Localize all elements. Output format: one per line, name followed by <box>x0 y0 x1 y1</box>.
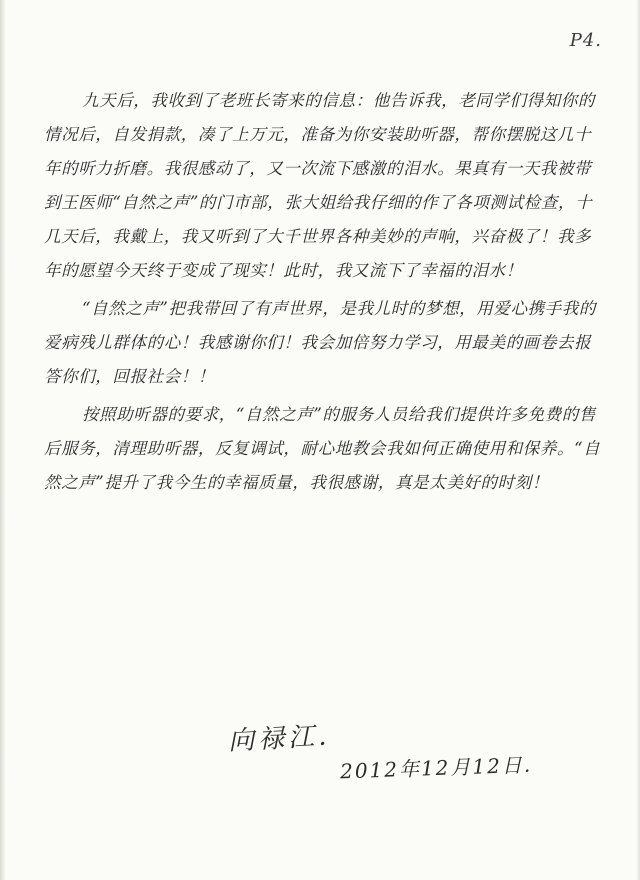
letter-paragraph-3: 按照助听器的要求，“自然之声”的服务人员给我们提供许多免费的售后服务，清理助听器，反复调试，耐心地教会我如何正确使用和保养。“自然之声”提升了我今生的幸福质量，我很感谢，真是太美好的时刻！ <box>44 405 601 492</box>
page-edge-shadow-left <box>0 0 5 880</box>
letter-paragraph-1: 九天后，我收到了老班长寄来的信息：他告诉我，老同学们得知你的情况后，自发捐款，凑了上万元，准备为你安装助听器，帮你摆脱这几十年的听力折磨。我很感动了，又一次流下感激的泪水。果真有一天我被带到王医师“自然之声”的门市部，张大姐给我仔细的作了各项测试检查，十几天后，我戴上，我又听到了大千世界各种美妙的声响，兴奋极了！我多年的愿望今天终于变成了现实！此时，我又流下了幸福的泪水！ <box>44 91 595 280</box>
letter-date: 2012年12月12日. <box>339 752 533 784</box>
handwritten-signature: 向禄江. <box>227 721 332 757</box>
letter-paragraph-2: “自然之声”把我带回了有声世界，是我儿时的梦想，用爱心携手我的爱病残儿群体的心！我感谢你们！我会加倍努力学习，用最美的画卷去报答你们，回报社会！！ <box>44 299 596 386</box>
letter-body <box>44 84 604 500</box>
page-edge-shadow-right <box>636 0 640 880</box>
page-number: P4. <box>569 30 602 51</box>
